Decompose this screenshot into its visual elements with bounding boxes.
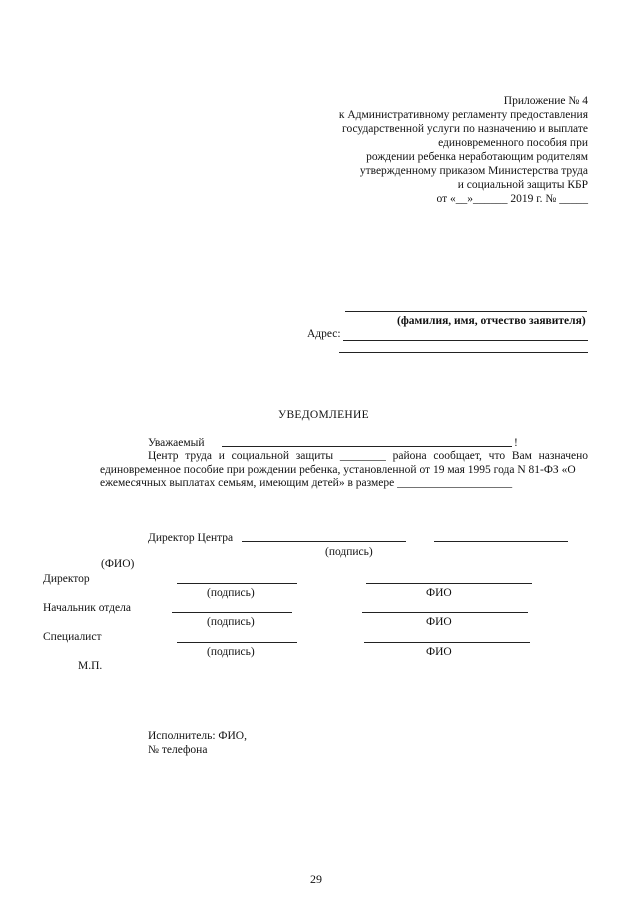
fio-caption: (ФИО) [101,558,135,570]
address-line-1[interactable] [343,340,588,341]
head-dept-name-line[interactable] [362,612,528,613]
stamp-label: М.П. [78,660,103,672]
director-label: Директор [43,573,90,585]
header-line: государственной услуги по назначению и выплате [342,123,588,135]
header-line: Приложение № 4 [503,95,588,107]
header-block [339,94,588,206]
page-number: 29 [310,872,322,886]
notice-title: УВЕДОМЛЕНИЕ [278,409,369,421]
header-line: от «__»______ 2019 г. № _____ [436,193,588,205]
director-signature-line[interactable] [177,583,297,584]
director-center-name-line[interactable] [434,541,568,542]
header-line: к Административному регламенту предоставления [338,109,588,121]
notice-body-line-2: единовременное пособие при рождении ребенка, установленной от 19 мая 1995 года N 81-ФЗ «О [100,464,576,476]
specialist-signature-line[interactable] [177,642,297,643]
director-center-label: Директор Центра [148,532,234,544]
director-center-signature-caption: (подпись) [325,546,373,558]
specialist-fio-caption: ФИО [426,646,452,658]
salutation-label: Уважаемый [148,437,205,449]
director-fio-caption: ФИО [426,587,452,599]
salutation-exclamation: ! [514,437,518,449]
notice-body-line-3: ежемесячных выплатах семьям, имеющим детей» в размере ____________________ [100,477,513,489]
executor-line-1: Исполнитель: ФИО, [148,730,247,742]
address-line-2[interactable] [339,352,588,353]
applicant-name-line[interactable] [345,311,587,312]
head-dept-signature-caption: (подпись) [207,616,255,628]
applicant-name-caption: (фамилия, имя, отчество заявителя) [397,315,586,327]
address-label: Адрес: [307,328,341,340]
header-line: единовременного пособия при [438,137,588,149]
header-line: утвержденному приказом Министерства труда [359,165,588,177]
header-line: рождении ребенка неработающим родителям [366,151,588,163]
salutation-name-line[interactable] [222,446,512,447]
head-dept-fio-caption: ФИО [426,616,452,628]
head-dept-signature-line[interactable] [172,612,292,613]
notice-body-line-1: Центр труда и социальной защиты ________ района сообщает, что Вам назначено [148,450,588,462]
director-name-line[interactable] [366,583,532,584]
specialist-label: Специалист [43,631,102,643]
header-line: и социальной защиты КБР [457,179,588,191]
specialist-signature-caption: (подпись) [207,646,255,658]
director-center-signature-line[interactable] [242,541,406,542]
specialist-name-line[interactable] [364,642,530,643]
director-signature-caption: (подпись) [207,587,255,599]
executor-line-2: № телефона [148,744,208,756]
head-dept-label: Начальник отдела [43,602,131,614]
